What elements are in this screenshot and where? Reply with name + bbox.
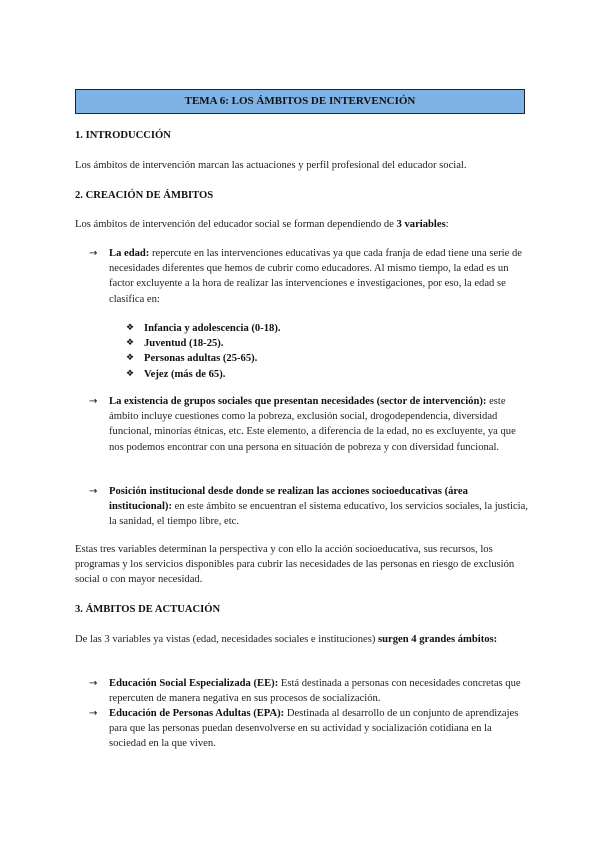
posicion-label: Posición institucional desde donde se realizan las acciones socioeducativas (área institucional): — [109, 486, 468, 513]
diamond-bullet-icon: ❖ — [126, 338, 135, 349]
edad-label: La edad: — [109, 248, 150, 259]
diamond-bullet-icon: ❖ — [126, 323, 135, 333]
ambito-item-ee — [89, 676, 529, 706]
ambito-item-epa — [89, 706, 529, 752]
arrow-right-icon: → — [89, 486, 98, 497]
age-group-label: Vejez (más de 65). — [144, 368, 226, 380]
intro-paragraph: Los ámbitos de intervención marcan las actuaciones y perfil profesional del educador social. — [75, 160, 467, 171]
grupos-text: este ámbito incluye cuestiones como la pobreza, exclusión social, drogodependencia, diversidad funcional, minorías étnicas, etc. Este elemento, a diferencia de la edad, no es excluyente, ya que nos podemos encontrar con una persona en situación de pobreza y con diversidad funcional. — [109, 396, 516, 453]
section-heading-creacion: 2. CREACIÓN DE ÁMBITOS — [75, 190, 214, 201]
list-item — [126, 367, 426, 382]
diamond-bullet-icon: ❖ — [126, 368, 135, 379]
age-group-label: Personas adultas (25-65). — [144, 353, 258, 365]
actuacion-intro-bold: surgen 4 grandes ámbitos: — [378, 634, 498, 645]
age-group-label: Juventud (18-25). — [144, 338, 224, 350]
ambito-text: Está destinada a personas con necesidades concretas que repercuten de manera negativa en sus procesos de socialización. — [109, 678, 521, 705]
posicion-text: en este ámbito se encuentran el sistema educativo, los servicios sociales, la justicia, la sanidad, el tiempo libre, etc. — [109, 501, 528, 528]
list-item — [126, 321, 426, 336]
variable-item-grupos-sociales — [89, 394, 529, 455]
actuacion-intro-text: De las 3 variables ya vistas (edad, necesidades sociales e instituciones) — [75, 634, 378, 645]
page-title-text: TEMA 6: LOS ÁMBITOS DE INTERVENCIÓN — [184, 94, 416, 107]
ambito-text: Destinada al desarrollo de un conjunto de aprendizajes para que las personas puedan desenvolverse en su actividad y socialización cotidiana en la sociedad en la que viven. — [109, 708, 519, 750]
creacion-intro-bold: 3 variables — [396, 219, 446, 230]
arrow-right-icon: → — [89, 678, 98, 689]
arrow-right-icon: → — [89, 396, 98, 407]
section-heading-introduccion: 1. INTRODUCCIÓN — [75, 130, 171, 141]
creacion-intro-text: Los ámbitos de intervención del educador social se forman dependiendo de — [75, 219, 397, 230]
page-title — [75, 89, 525, 114]
grupos-label: La existencia de grupos sociales que presentan necesidades (sector de intervención): — [109, 396, 487, 407]
arrow-right-icon: → — [89, 708, 98, 719]
variable-item-posicion-institucional — [89, 484, 529, 530]
ambito-label: Educación Social Especializada (EE): — [109, 678, 279, 689]
list-item — [126, 351, 426, 366]
creacion-closing-paragraph: Estas tres variables determinan la perspectiva y con ello la acción socioeducativa, sus recursos, los programas y los servicios disponibles para cubrir las necesidades de las personas en riesgo de exclusión social o con mayor necesidad. — [75, 544, 515, 586]
actuacion-intro-paragraph — [75, 632, 530, 647]
age-group-list — [126, 321, 426, 382]
section-heading-actuacion: 3. ÁMBITOS DE ACTUACIÓN — [75, 604, 221, 615]
edad-text: repercute en las intervenciones educativas ya que cada franja de edad tiene una serie de necesidades diferentes que hemos de cubrir como educadores. Al mismo tiempo, la edad es un factor excluyente a la hora de realizar las intervenciones e investigaciones, por eso, la edad se clasifica en: — [109, 248, 522, 305]
age-group-label: Infancia y adolescencia (0-18). — [144, 323, 281, 334]
diamond-bullet-icon: ❖ — [126, 353, 135, 364]
arrow-right-icon: → — [89, 248, 98, 259]
creacion-intro-paragraph — [75, 217, 535, 232]
variable-item-edad — [89, 246, 529, 307]
list-item — [126, 336, 426, 351]
creacion-intro-end: : — [445, 219, 449, 230]
ambito-label: Educación de Personas Adultas (EPA): — [109, 708, 285, 719]
